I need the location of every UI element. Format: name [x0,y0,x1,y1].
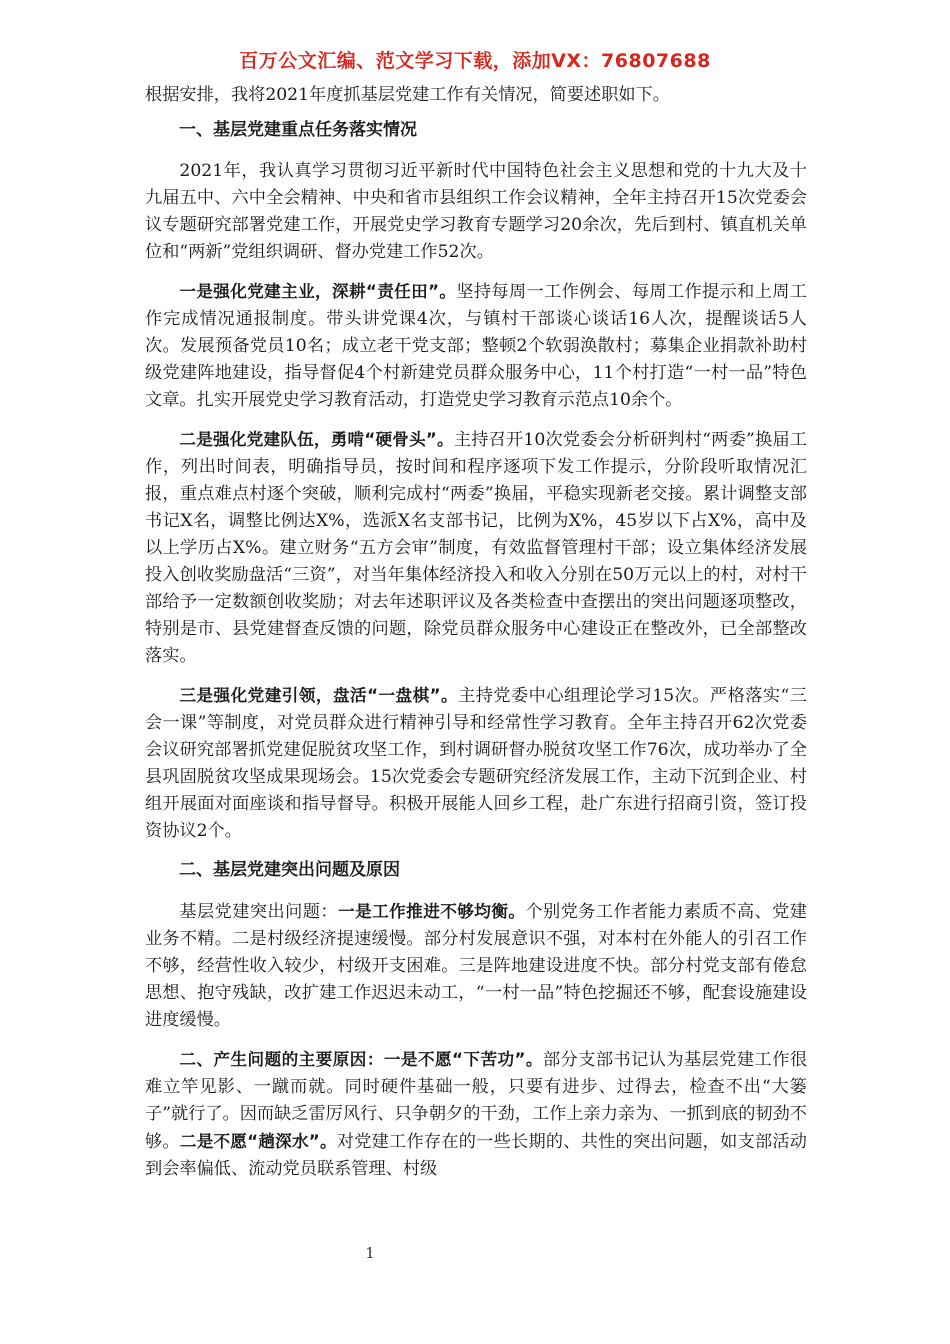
problems-prefix: 基层党建突出问题： [179,902,339,922]
paragraph-item-3 [145,682,807,845]
document-body [145,82,807,1195]
item-2-body: 主持召开10次党委会分析研判村“两委”换届工作，列出时间表，明确指导员，按时间和程序逐项下发工作提示，分阶段听取情况汇报，重点难点村逐个突破，顺利完成村“两委”换届，平稳实现新老交接。累计调整支部书记X名，调整比例达X%，选派X名支部书记，比例为X%，45岁以下占X%，高中及以上学历占X%。建立财务“五方会审”制度，有效监督管理村干部；设立集体经济发展投入创收奖励盘活“三资”，对当年集体经济投入和收入分别在50万元以上的村，对村干部给予一定数额创收奖励；对去年述职评议及各类检查中查摆出的突出问题逐项整改，特别是市、县党建督查反馈的问题，除党员群众服务中心建设正在整改外，已全部整改落实。 [145,430,807,666]
causes-body-2: 对党建工作存在的一些长期的、共性的突出问题，如支部活动到会率偏低、流动党员联系管理、村级 [145,1132,807,1179]
problems-lead: 一是工作推进不够均衡。 [338,902,526,921]
intro-paragraph: 根据安排，我将2021年度抓基层党建工作有关情况，简要述职如下。 [145,85,670,105]
page-number: 1 [365,1244,375,1262]
causes-lead-2: 二是不愿“趟深水”。 [179,1132,337,1151]
problems-paragraph [145,898,807,1034]
causes-paragraph [145,1046,807,1183]
section-heading-1: 一、基层党建重点任务落实情况 [179,120,417,140]
causes-prefix: 二、产生问题的主要原因： [179,1050,384,1069]
paragraph-item-2 [145,426,807,670]
item-1-lead: 一是强化党建主业，深耕“责任田”。 [179,282,457,301]
paragraph-item-1 [145,278,807,414]
problems-body: 个别党务工作者能力素质不高、党建业务不精。二是村级经济提速缓慢。部分村发展意识不强，对本村在外能人的引召工作不够，经营性收入较少，村级开支困难。三是阵地建设进度不快。部分村党支部有倦怠思想、抱守残缺，改扩建工作迟迟未动工，“一村一品”特色挖掘还不够，配套设施建设进度缓慢。 [145,902,807,1030]
section-heading-2: 二、基层党建突出问题及原因 [179,860,400,880]
causes-lead-1: 一是不愿“下苦功”。 [383,1050,543,1069]
item-3-lead: 三是强化党建引领，盘活“一盘棋”。 [179,686,459,705]
causes-body-1: 部分支部书记认为基层党建工作很难立竿见影、一蹴而就。同时硬件基础一般，只要有进步、过得去，检查不出“大篓子”就行了。因而缺乏雷厉风行、只争朝夕的干劲，工作上亲力亲为、一抓到底的韧劲不够。 [145,1050,808,1152]
watermark-banner: 百万公文汇编、范文学习下载，添加VX：76807688 [239,50,711,72]
item-1-body: 坚持每周一工作例会、每周工作提示和上周工作完成情况通报制度。带头讲党课4次，与镇村干部谈心谈话16人次，提醒谈话5人次。发展预备党员10名；成立老干党支部；整顿2个软弱涣散村；募集企业捐款补助村级党建阵地建设，指导督促4个村新建党员群众服务中心，11个村打造“一村一品”特色文章。扎实开展党史学习教育活动，打造党史学习教育示范点10余个。 [145,282,807,410]
item-2-lead: 二是强化党建队伍，勇啃“硬骨头”。 [179,430,454,449]
summary-paragraph: 2021年，我认真学习贯彻习近平新时代中国特色社会主义思想和党的十九大及十九届五中、六中全会精神、中央和省市县组织工作会议精神，全年主持召开15次党委会议专题研究部署党建工作，开展党史学习教育专题学习20余次，先后到村、镇直机关单位和“两新”党组织调研、督办党建工作52次。 [145,161,807,262]
item-3-body: 主持党委中心组理论学习15次。严格落实“三会一课”等制度，对党员群众进行精神引导和经常性学习教育。全年主持召开62次党委会议研究部署抓党建促脱贫攻坚工作，到村调研督办脱贫攻坚工作76次，成功举办了全县巩固脱贫攻坚成果现场会。15次党委会专题研究经济发展工作，主动下沉到企业、村组开展面对面座谈和指导督导。积极开展能人回乡工程，赴广东进行招商引资，签订投资协议2个。 [145,686,807,841]
